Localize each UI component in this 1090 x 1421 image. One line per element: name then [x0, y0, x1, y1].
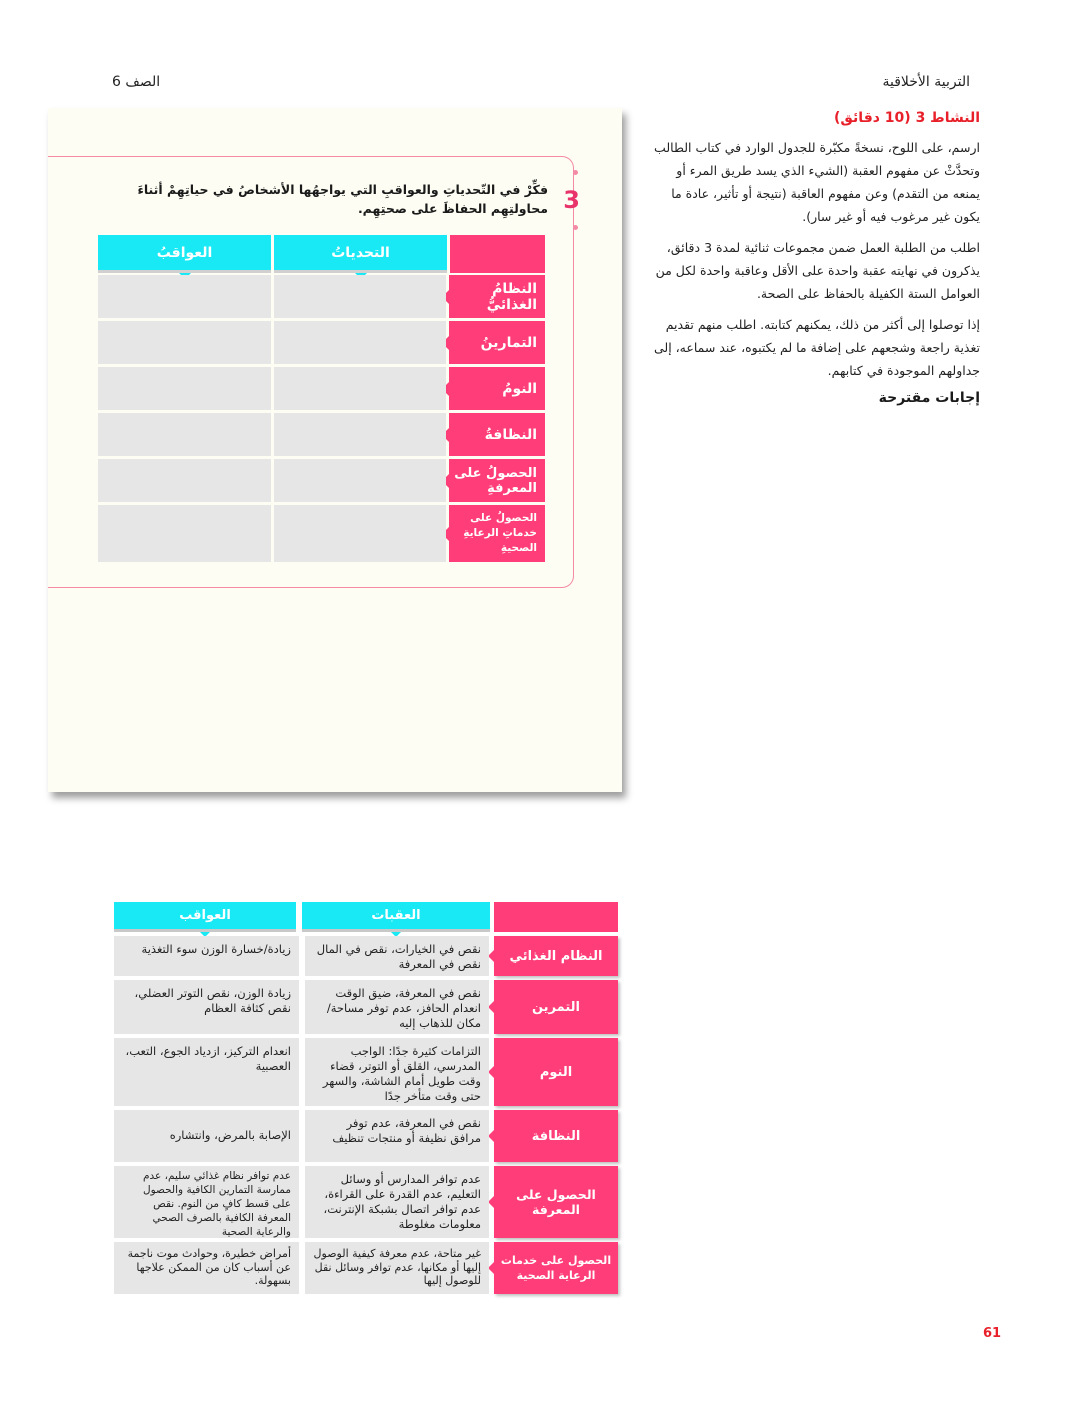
subject-title: التربية الأخلاقية [882, 74, 970, 90]
book-row-label-knowledge: الحصولُ على المعرفةِ [449, 459, 545, 502]
answers-obstacles-sleep: التزامات كثيرة جدًا: الواجب المدرسي، القلق أو التوتر، قضاء وقت طويل أمام الشاشة، والسهر حتى وقت متأخر جدًا [305, 1038, 489, 1106]
activity-paragraph-2: اطلب من الطلبة العمل ضمن مجموعات ثنائية لمدة 3 دقائق، يذكرون في نهايته عقبة واحدة على الأقل وعاقبة واحدة لكل من العوامل الستة الكفيلة بالحفاظ على الصحة. [655, 240, 980, 301]
answers-obstacles-exercise: نقص في المعرفة، ضيق الوقت انعدام الحافز، عدم توفر مساحة/مكان للذهاب إليه [305, 980, 489, 1034]
answers-label-hygiene: النظافة [494, 1110, 618, 1162]
book-row-label-exercise: التمارينُ [449, 321, 545, 364]
frame-dot-top [573, 170, 578, 175]
answers-consequences-hygiene: الإصابة بالمرض، وانتشاره [114, 1110, 299, 1162]
answers-consequences-exercise: زيادة الوزن، نقص التوتر العضلي، نقص كثافة العظام [114, 980, 299, 1034]
book-row-label-sleep: النومُ [449, 367, 545, 410]
book-cell-sleep-consequences[interactable] [98, 367, 271, 410]
frame-dot-bottom [573, 225, 578, 230]
book-row-label-hygiene: النظافةُ [449, 413, 545, 456]
book-cell-healthcare-challenges[interactable] [274, 505, 446, 562]
activity-section [650, 110, 980, 406]
answers-consequences-healthcare: أمراض خطيرة، وحوادث موت ناجمة عن أسباب كان من الممكن علاجها بسهولة. [114, 1242, 299, 1294]
grade-label: الصف 6 [112, 74, 161, 90]
answers-header-obstacles: العقبات [302, 902, 490, 932]
activity-paragraph-1: ارسم، على اللوح، نسخةً مكبّرة للجدول الوارد في كتاب الطالب وتحدَّثْ عن مفهوم العقبة (الشيء الذي يسد طريق المرء أو يمنعه من التقدم) وعن مفهوم العاقبة (نتيجة أو تأثير، عادة ما يكون غير مرغوب فيه أو غير سار). [654, 140, 980, 224]
book-cell-exercise-challenges[interactable] [274, 321, 446, 364]
activity-paragraph-3: إذا توصلوا إلى أكثر من ذلك، يمكنهم كتابته. اطلب منهم تقديم تغذية راجعة وشجعهم على إضافة ما لم يكتبوه، عند سماعه، إلى جداولهم الموجودة في كتابهم. [653, 317, 980, 378]
suggested-answers-title: إجابات مقترحة [878, 390, 980, 406]
book-cell-diet-consequences[interactable] [98, 275, 271, 318]
book-cell-hygiene-consequences[interactable] [98, 413, 271, 456]
answers-header-corner [494, 902, 618, 932]
answers-consequences-diet: زيادة/خسارة الوزن سوء التغذية [114, 936, 299, 976]
answers-label-sleep: النوم [494, 1038, 618, 1106]
book-cell-exercise-consequences[interactable] [98, 321, 271, 364]
answers-label-diet: النظام الغذائي [494, 936, 618, 976]
question-number: 3 [563, 186, 580, 214]
book-cell-hygiene-challenges[interactable] [274, 413, 446, 456]
book-cell-knowledge-consequences[interactable] [98, 459, 271, 502]
answers-consequences-knowledge: عدم توافر نظام غذائي سليم، عدم ممارسة التمارين الكافية والحصول على قسط كافٍ من النوم. نقص المعرفة الكافية بالصرف الصحي والرعاية الصحية [114, 1166, 299, 1238]
book-row-label-diet: النظامُ الغذائيُّ [449, 275, 545, 318]
book-cell-sleep-challenges[interactable] [274, 367, 446, 410]
answers-header-consequences: العواقب [114, 902, 296, 932]
book-header-consequences: العواقبُ [98, 235, 271, 273]
answers-consequences-sleep: انعدام التركيز، ازدياد الجوع، التعب، العصبية [114, 1038, 299, 1106]
student-book-page [48, 108, 622, 792]
book-cell-knowledge-challenges[interactable] [274, 459, 446, 502]
book-cell-healthcare-consequences[interactable] [98, 505, 271, 562]
answers-label-exercise: التمرين [494, 980, 618, 1034]
question-text: فكِّرْ في التّحدياتِ والعواقبِ التي يواجهُها الأشخاصُ في حياتِهِمْ أثناءَ محاولتِهِم الحفاظَ على صحتِهِم. [137, 182, 548, 216]
book-header-corner [450, 235, 545, 273]
answers-obstacles-knowledge: عدم توافر المدارس أو وسائل التعليم، عدم القدرة على القراءة، عدم توافر اتصال بشبكة الإنترنت، معلومات مغلوطة [305, 1166, 489, 1238]
page-number: 61 [983, 1326, 1002, 1341]
answers-label-knowledge: الحصول على المعرفة [494, 1166, 618, 1238]
book-row-label-healthcare: الحصولُ على خدماتِ الرعايةِ الصحيةِ [449, 505, 545, 562]
answers-obstacles-healthcare: غير متاحة، عدم معرفة كيفية الوصول إليها أو مكانها، عدم توافر وسائل نقل للوصول إليها [305, 1242, 489, 1294]
answers-obstacles-diet: نقص في الخيارات، نقص في المال نقص في المعرفة [305, 936, 489, 976]
activity-title: النشاط 3 (10 دقائق) [834, 110, 980, 126]
book-cell-diet-challenges[interactable] [274, 275, 446, 318]
book-header-challenges: التحدياتُ [274, 235, 447, 273]
answers-label-healthcare: الحصول على خدمات الرعاية الصحية [494, 1242, 618, 1294]
answers-obstacles-hygiene: نقص في المعرفة، عدم توفر مرافق نظيفة أو منتجات تنظيف [305, 1110, 489, 1162]
